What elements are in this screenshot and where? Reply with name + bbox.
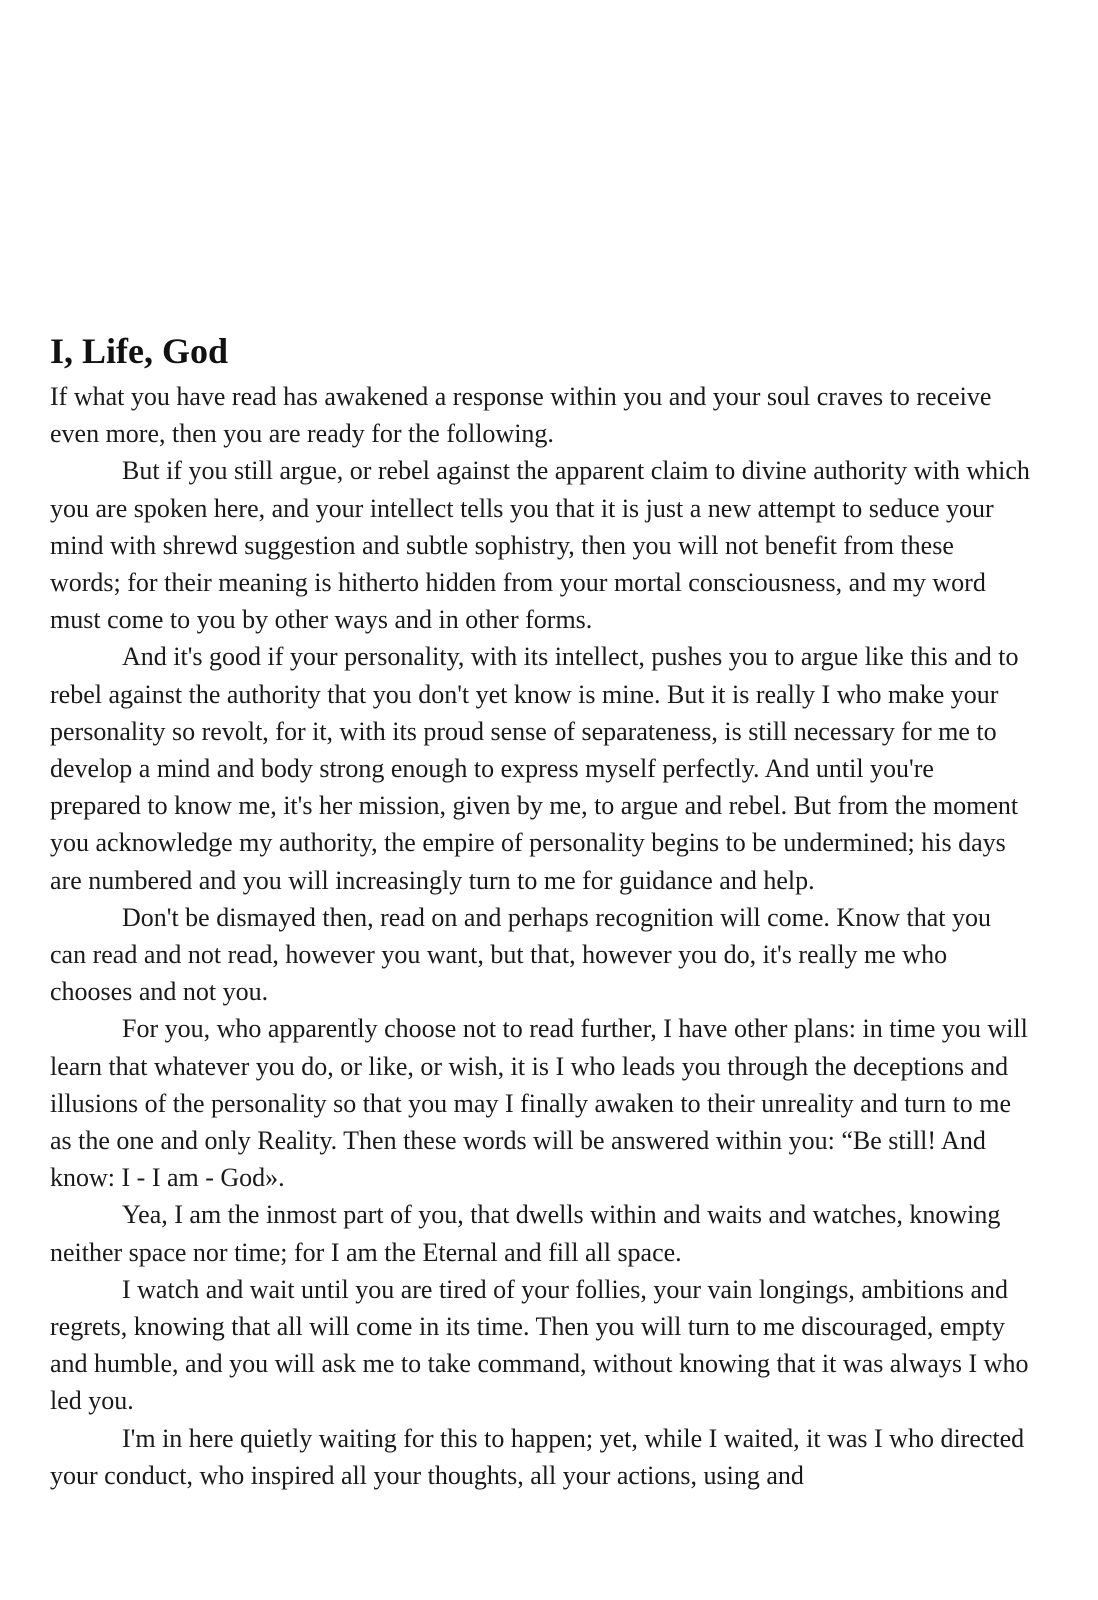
paragraph: For you, who apparently choose not to read further, I have other plans: in time you will learn that whatever you do, or like, or wish, it is I who leads you through the deceptions and illusions of the personality so that you may I finally awaken to their unreality and turn to me as the one and only Reality. Then these words will be answered within you: “Be still! And know: I - I am - God». [50, 1014, 1028, 1193]
paragraph: I watch and wait until you are tired of your follies, your vain longings, ambitions and regrets, knowing that all will come in its time. Then you will turn to me discouraged, empty and humble, and you will ask me to take command, without knowing that it was always I who led you. [50, 1274, 1029, 1416]
paragraph: If what you have read has awakened a response within you and your soul craves to receive even more, then you are ready for the following. [50, 382, 992, 449]
paragraph: I'm in here quietly waiting for this to happen; yet, while I waited, it was I who directed your conduct, who inspired all your thoughts, all your actions, using and [50, 1423, 1025, 1490]
paragraph: Yea, I am the inmost part of you, that dwells within and waits and watches, knowing neither space nor time; for I am the Eternal and fill all space. [50, 1200, 1001, 1267]
paragraph: Don't be dismayed then, read on and perhaps recognition will come. Know that you can read and not read, however you want, but that, however you do, it's really me who chooses and not you. [50, 902, 991, 1007]
document-page [50, 330, 1030, 1494]
chapter-title: I, Life, God [50, 331, 229, 371]
paragraph: And it's good if your personality, with its intellect, pushes you to argue like this and to rebel against the authority that you don't yet know is mine. But it is really I who make your personality so revolt, for it, with its proud sense of separateness, is still necessary for me to develop a mind and body strong enough to express myself perfectly. And until you're prepared to know me, it's her mission, given by me, to argue and rebel. But from the moment you acknowledge my authority, the empire of personality begins to be undermined; his days are numbered and you will increasingly turn to me for guidance and help. [50, 642, 1019, 895]
paragraph: But if you still argue, or rebel against the apparent claim to divine authority with which you are spoken here, and your intellect tells you that it is just a new attempt to seduce your mind with shrewd suggestion and subtle sophistry, then you will not benefit from these words; for their meaning is hitherto hidden from your mortal consciousness, and my word must come to you by other ways and in other forms. [50, 456, 1030, 635]
